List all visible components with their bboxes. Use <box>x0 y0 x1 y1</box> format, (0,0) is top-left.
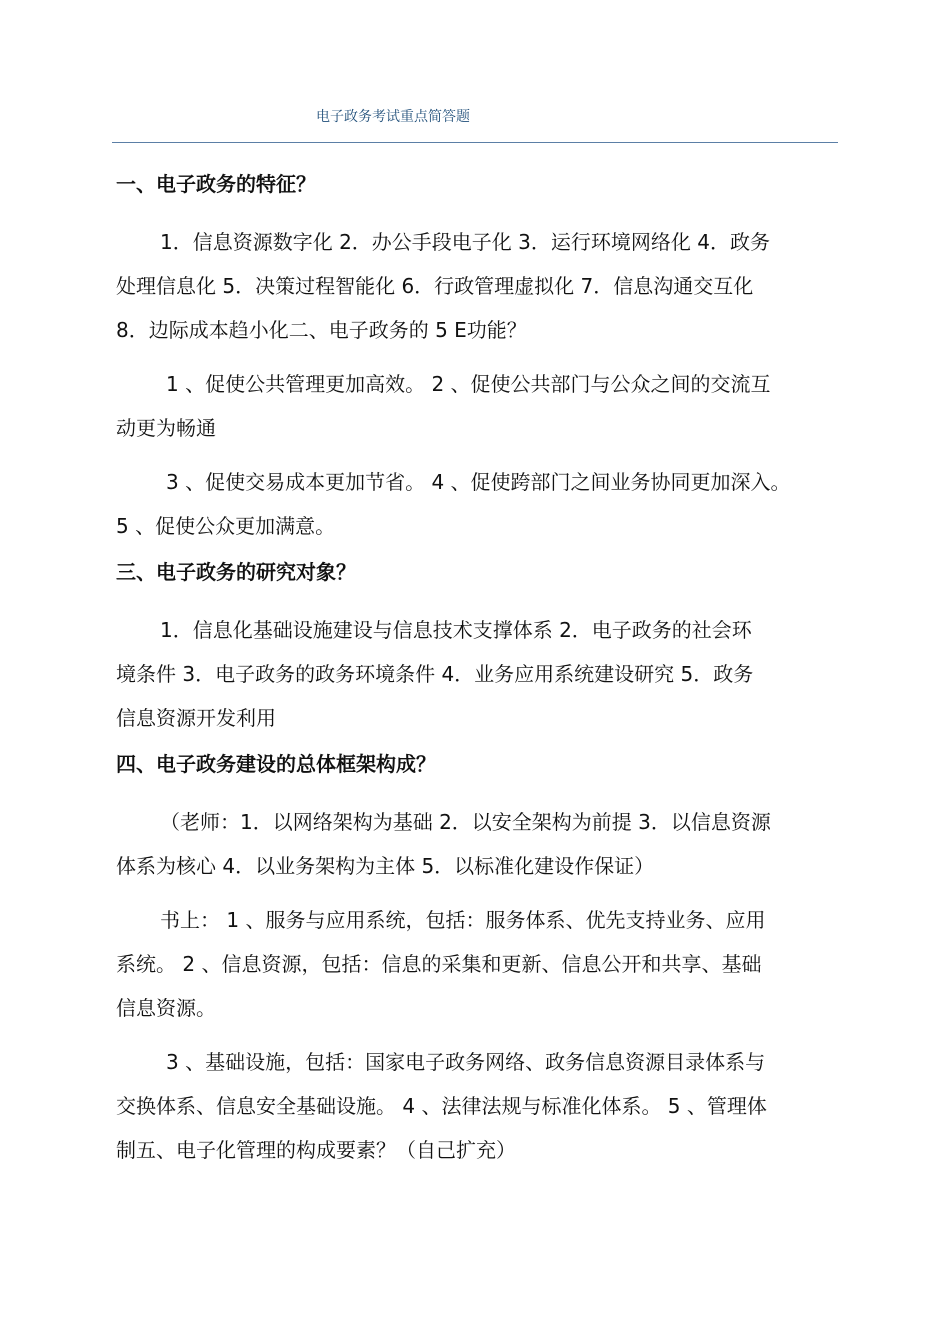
section-heading: 四、电子政务建设的总体框架构成？ <box>116 752 436 776</box>
text-line: 1．信息资源数字化 2．办公手段电子化 3．运行环境网络化 4．政务 <box>160 230 770 254</box>
text-line: 3 、促使交易成本更加节省。 4 、促使跨部门之间业务协同更加深入。 <box>166 470 791 494</box>
text-line: 1 、促使公共管理更加高效。 2 、促使公共部门与公众之间的交流互 <box>166 372 771 396</box>
text-line: 信息资源。 <box>116 996 216 1020</box>
text-line: 制五、电子化管理的构成要素？（自己扩充） <box>116 1138 516 1162</box>
text-line: 处理信息化 5．决策过程智能化 6．行政管理虚拟化 7．信息沟通交互化 <box>116 274 754 298</box>
text-line: 3 、基础设施，包括：国家电子政务网络、政务信息资源目录体系与 <box>166 1050 766 1074</box>
text-line: 1．信息化基础设施建设与信息技术支撑体系 2．电子政务的社会环 <box>160 618 752 642</box>
paragraph <box>116 898 846 1030</box>
text-line: （老师：1．以网络架构为基础 2．以安全架构为前提 3．以信息资源 <box>160 810 771 834</box>
section-heading: 三、电子政务的研究对象？ <box>116 560 356 584</box>
text-line: 境条件 3．电子政务的政务环境条件 4．业务应用系统建设研究 5．政务 <box>116 662 754 686</box>
paragraph <box>116 220 846 352</box>
paragraph <box>116 800 846 888</box>
text-line: 交换体系、信息安全基础设施。 4 、法律法规与标准化体系。 5 、管理体 <box>116 1094 767 1118</box>
text-line: 8．边际成本趋小化二、电子政务的 5 E功能？ <box>116 318 527 342</box>
header-divider <box>112 142 838 143</box>
paragraph <box>116 362 846 450</box>
text-line: 书上： 1 、服务与应用系统，包括：服务体系、优先支持业务、应用 <box>160 908 766 932</box>
text-line: 信息资源开发利用 <box>116 706 276 730</box>
paragraph <box>116 1040 846 1172</box>
paragraph <box>116 608 846 740</box>
document-body <box>116 160 846 1182</box>
text-line: 动更为畅通 <box>116 416 216 440</box>
text-line: 5 、促使公众更加满意。 <box>116 514 336 538</box>
section-heading: 一、电子政务的特征？ <box>116 172 316 196</box>
paragraph <box>116 460 846 548</box>
running-header: 电子政务考试重点简答题 <box>316 109 470 125</box>
text-line: 体系为核心 4．以业务架构为主体 5．以标准化建设作保证） <box>116 854 655 878</box>
text-line: 系统。 2 、信息资源，包括：信息的采集和更新、信息公开和共享、基础 <box>116 952 762 976</box>
